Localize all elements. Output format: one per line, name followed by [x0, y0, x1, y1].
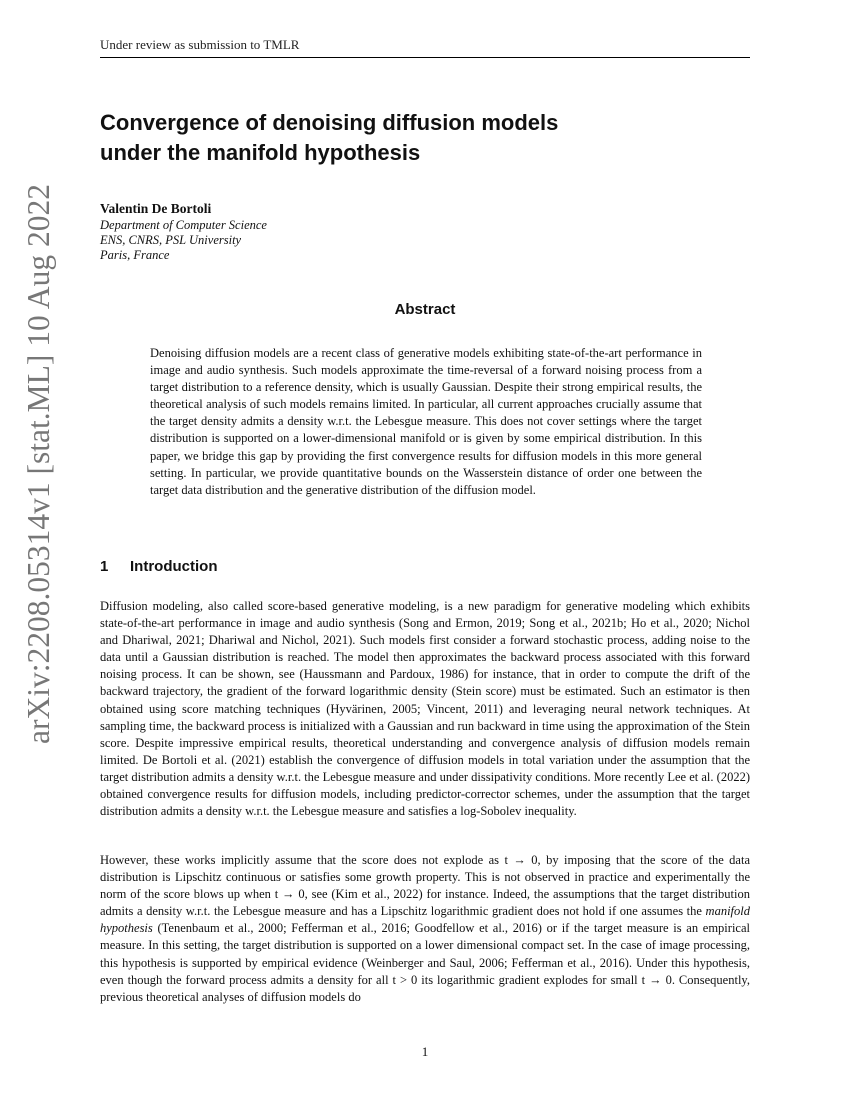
arxiv-stamp-text: arXiv:2208.05314v1 [stat.ML] 10 Aug 2022 [21, 184, 56, 744]
paper-title [100, 108, 700, 168]
paper-title-line-2: under the manifold hypothesis [100, 140, 421, 165]
author-affiliation-2: ENS, CNRS, PSL University [100, 233, 242, 247]
paper-title-line-1: Convergence of denoising diffusion models [100, 110, 559, 135]
section-title: Introduction [130, 558, 218, 575]
intro-paragraph-2 [100, 852, 750, 1006]
running-header: Under review as submission to TMLR [100, 37, 750, 58]
author-block [100, 201, 267, 263]
section-number: 1 [100, 558, 109, 575]
section-heading-introduction [100, 558, 217, 575]
abstract-heading: Abstract [394, 301, 456, 318]
intro-paragraph-2-part-2: (Tenenbaum et al., 2000; Fefferman et al., 2016; Goodfellow et al., 2016) or if the target measure is an empirical measure. In this setting, the target distribution is supported on a lower dimensional compact set. In the case of image processing, this hypothesis is supported by empirical evidence (Weinberger and Saul, 2006; Fefferman et al., 2016). Under this hypothesis, even though the forward process admits a density for all t > 0 its logarithmic gradient explodes for small t → 0. Consequently, previous theoretical analyses of diffusion models do [100, 921, 750, 1004]
author-affiliation-1: Department of Computer Science [100, 218, 267, 232]
author-affiliation-3: Paris, France [100, 248, 170, 262]
intro-paragraph-2-part-1: However, these works implicitly assume that the score does not explode as t → 0, by imposing that the score of the data distribution is Lipschitz continuous or satisfies some growth property. This is not observed in practice and experimentally the norm of the score blows up when t → 0, see (Kim et al., 2022) for instance. Indeed, the assumptions that the target distribution admits a density w.r.t. the Lebesgue measure and has a Lipschitz logarithmic gradient does not hold if one assumes the [100, 853, 750, 919]
intro-paragraph-1: Diffusion modeling, also called score-based generative modeling, is a new paradigm for generative modeling which exhibits state-of-the-art performance in image and audio synthesis (Song and Ermon, 2019; Song et al., 2021b; Ho et al., 2020; Nichol and Dhariwal, 2021; Dhariwal and Nichol, 2021). Such models first consider a forward stochastic process, adding noise to the data until a Gaussian distribution is reached. The model then approximates the backward process associated with this forward noising process. It can be shown, see (Haussmann and Pardoux, 1986) for instance, that in order to compute the drift of the backward trajectory, the gradient of the forward logarithmic density (Stein score) must be estimated. Such an estimator is then obtained using score matching techniques (Hyvärinen, 2005; Vincent, 2011) and leveraging neural network techniques. At sampling time, the backward process is initialized with a Gaussian and run backward in time using the approximation of the Stein score. Despite impressive empirical results, theoretical understanding and convergence analysis of diffusion models remain limited. De Bortoli et al. (2021) establish the convergence of diffusion models in total variation under the assumption that the target distribution admits a density w.r.t. the Lebesgue measure and under dissipativity conditions. More recently Lee et al. (2022) obtained convergence results for diffusion models, including predictor-corrector schemes, under the assumption that the target distribution admits a density w.r.t. the Lebesgue measure and satisfies a log-Sobolev inequality. [100, 599, 750, 819]
page-number: 1 [421, 1044, 429, 1059]
manifold-hypothesis-term: manifold hypothesis [100, 904, 750, 936]
abstract-text: Denoising diffusion models are a recent class of generative models exhibiting state-of-the-art performance in image and audio synthesis. Such models approximate the time-reversal of a forward noising process from a target distribution to a reference density, which is usually Gaussian. Despite their strong empirical results, the theoretical analysis of such models remains limited. In particular, all current approaches crucially assume that the target density admits a density w.r.t. the Lebesgue measure. This does not cover settings where the target distribution is supported on a lower-dimensional manifold or is given by some empirical distribution. In this paper, we bridge this gap by providing the first convergence results for diffusion models in this more general setting. In particular, we provide quantitative bounds on the Wasserstein distance of order one between the target data distribution and the generative distribution of the diffusion model. [150, 346, 702, 497]
author-name: Valentin De Bortoli [100, 201, 212, 216]
